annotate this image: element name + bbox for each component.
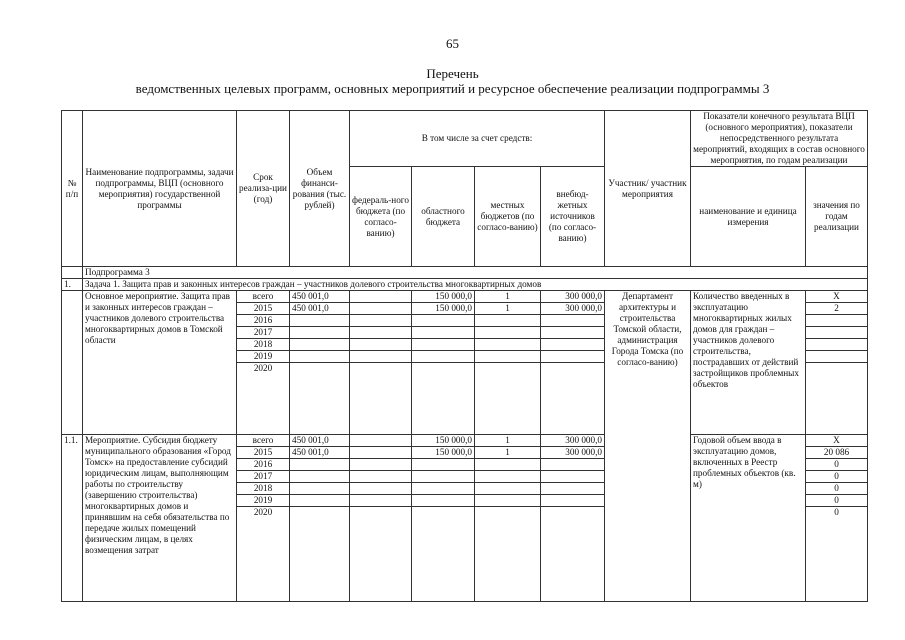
cell-extra (541, 339, 605, 351)
block-num: 1.1. (62, 435, 83, 602)
cell-federal (350, 351, 412, 363)
cell-volume (290, 315, 350, 327)
participant-cell: Департамент архитектуры и строительства Томской области, администрация Города Томска (по согласо-ванию) (605, 291, 691, 602)
cell-federal (350, 459, 412, 471)
cell-period: 2020 (237, 363, 290, 435)
cell-extra: 300 000,0 (541, 447, 605, 459)
cell-value: Х (806, 435, 868, 447)
cell-federal (350, 327, 412, 339)
cell-extra (541, 327, 605, 339)
cell-volume (290, 495, 350, 507)
cell-value (806, 315, 868, 327)
header-period: Срок реализа-ции (год) (237, 111, 290, 267)
cell-value: 2 (806, 303, 868, 315)
cell-federal (350, 363, 412, 435)
cell-volume (290, 327, 350, 339)
table-row (62, 435, 868, 447)
cell-period: 2019 (237, 351, 290, 363)
cell-regional (412, 459, 475, 471)
document-title (0, 66, 905, 96)
page-number: 65 (446, 36, 459, 51)
cell-period: 2017 (237, 471, 290, 483)
cell-local (475, 507, 541, 602)
header-indicator-name: наименование и единица измерения (691, 167, 806, 267)
indicator-name-cell: Годовой объем ввода в эксплуатацию домов, включенных в Реестр проблемных объектов (кв. м) (691, 435, 806, 602)
cell-value: 0 (806, 495, 868, 507)
cell-extra: 300 000,0 (541, 303, 605, 315)
cell-local: 1 (475, 447, 541, 459)
cell-regional: 150 000,0 (412, 435, 475, 447)
cell-volume (290, 507, 350, 602)
header-sources: В том числе за счет средств: (350, 111, 605, 167)
cell-regional (412, 495, 475, 507)
cell-local: 1 (475, 291, 541, 303)
table-row (62, 291, 868, 303)
cell-volume: 450 001,0 (290, 447, 350, 459)
cell-extra: 300 000,0 (541, 435, 605, 447)
cell-regional: 150 000,0 (412, 303, 475, 315)
cell-federal (350, 495, 412, 507)
cell-value: 0 (806, 471, 868, 483)
header-participant: Участник/ участник мероприятия (605, 111, 691, 267)
cell-period: 2018 (237, 339, 290, 351)
program-table (61, 110, 868, 602)
cell-period: 2018 (237, 483, 290, 495)
cell-regional: 150 000,0 (412, 291, 475, 303)
cell-federal (350, 483, 412, 495)
cell-local: 1 (475, 303, 541, 315)
cell-local (475, 339, 541, 351)
cell-period: 2016 (237, 459, 290, 471)
cell-regional: 150 000,0 (412, 447, 475, 459)
cell-value: 20 086 (806, 447, 868, 459)
cell-regional (412, 327, 475, 339)
header-num: № п/п (62, 111, 83, 267)
cell-federal (350, 471, 412, 483)
cell-period: 2015 (237, 447, 290, 459)
header-volume: Объем финанси-рования (тыс. рублей) (290, 111, 350, 267)
cell-volume (290, 483, 350, 495)
cell-local (475, 483, 541, 495)
header-extra: внебюд-жетных источников (по согласо-ванию) (541, 167, 605, 267)
cell-regional (412, 351, 475, 363)
cell-volume (290, 459, 350, 471)
cell-value: 0 (806, 459, 868, 471)
cell-value (806, 327, 868, 339)
cell-volume (290, 363, 350, 435)
cell-federal (350, 303, 412, 315)
task-num: 1. (62, 279, 83, 291)
block-name: Основное мероприятие. Защита прав и законных интересов граждан – участников долевого строительства многоквартирных домов в Томской области (83, 291, 237, 435)
cell-volume (290, 351, 350, 363)
cell-federal (350, 315, 412, 327)
cell-regional (412, 339, 475, 351)
cell-value (806, 351, 868, 363)
cell-extra (541, 315, 605, 327)
table-header (62, 111, 868, 267)
subprogram-label: Подпрограмма 3 (83, 267, 868, 279)
cell-local (475, 459, 541, 471)
title-line-2: ведомственных целевых программ, основных мероприятий и ресурсное обеспечение реализации подпрограммы 3 (135, 81, 770, 96)
cell-extra (541, 459, 605, 471)
cell-regional (412, 483, 475, 495)
cell-local (475, 495, 541, 507)
cell-value: 0 (806, 483, 868, 495)
task-text: Задача 1. Защита прав и законных интересов граждан – участников долевого строительства многоквартирных домов (83, 279, 868, 291)
cell-extra (541, 351, 605, 363)
cell-extra: 300 000,0 (541, 291, 605, 303)
cell-volume (290, 339, 350, 351)
cell-extra (541, 483, 605, 495)
cell-federal (350, 291, 412, 303)
cell-period: 2019 (237, 495, 290, 507)
cell-local (475, 471, 541, 483)
cell-regional (412, 315, 475, 327)
block-num (62, 291, 83, 435)
cell-local (475, 315, 541, 327)
cell-extra (541, 471, 605, 483)
cell-local: 1 (475, 435, 541, 447)
cell-extra (541, 495, 605, 507)
cell-period: 2016 (237, 315, 290, 327)
cell-volume (290, 471, 350, 483)
cell-regional (412, 363, 475, 435)
cell-volume: 450 001,0 (290, 435, 350, 447)
header-indicators: Показатели конечного результата ВЦП (основного мероприятия), показатели непосредственного результата мероприятий, входящих в состав основного мероприятия, по годам реализации (691, 111, 868, 167)
cell-period: 2015 (237, 303, 290, 315)
cell-regional (412, 507, 475, 602)
cell-value: Х (806, 291, 868, 303)
cell-federal (350, 447, 412, 459)
cell-period: 2020 (237, 507, 290, 602)
table-body (62, 267, 868, 602)
cell-local (475, 327, 541, 339)
cell-value (806, 363, 868, 435)
cell-extra (541, 507, 605, 602)
cell-regional (412, 471, 475, 483)
header-name: Наименование подпрограммы, задачи подпрограммы, ВЦП (основного мероприятия) государственной программы (83, 111, 237, 267)
cell-period: всего (237, 291, 290, 303)
cell-federal (350, 339, 412, 351)
cell-value (806, 339, 868, 351)
cell-volume: 450 001,0 (290, 303, 350, 315)
cell-period: всего (237, 435, 290, 447)
block-name: Мероприятие. Субсидия бюджету муниципального образования «Город Томск» на предоставление субсидий юридическим лицам, выполняющим работы по строительству (завершению строительства) многоквартирных домов и принявшим на себя обязательства по передаче жилых помещений физическим лицам, в целях возмещения затрат (83, 435, 237, 602)
cell-federal (350, 435, 412, 447)
header-local: местных бюджетов (по согласо-ванию) (475, 167, 541, 267)
title-line-1: Перечень (426, 66, 479, 81)
cell-extra (541, 363, 605, 435)
cell-value: 0 (806, 507, 868, 602)
indicator-name-cell: Количество введенных в эксплуатацию многоквартирных жилых домов для граждан – участников долевого строительства, пострадавших от действий застройщиков проблемных объектов (691, 291, 806, 435)
cell-local (475, 351, 541, 363)
cell-local (475, 363, 541, 435)
header-federal: федераль-ного бюджета (по согласо-ванию) (350, 167, 412, 267)
cell-federal (350, 507, 412, 602)
cell-volume: 450 001,0 (290, 291, 350, 303)
cell-period: 2017 (237, 327, 290, 339)
header-indicator-values: значения по годам реализации (806, 167, 868, 267)
header-regional: областного бюджета (412, 167, 475, 267)
